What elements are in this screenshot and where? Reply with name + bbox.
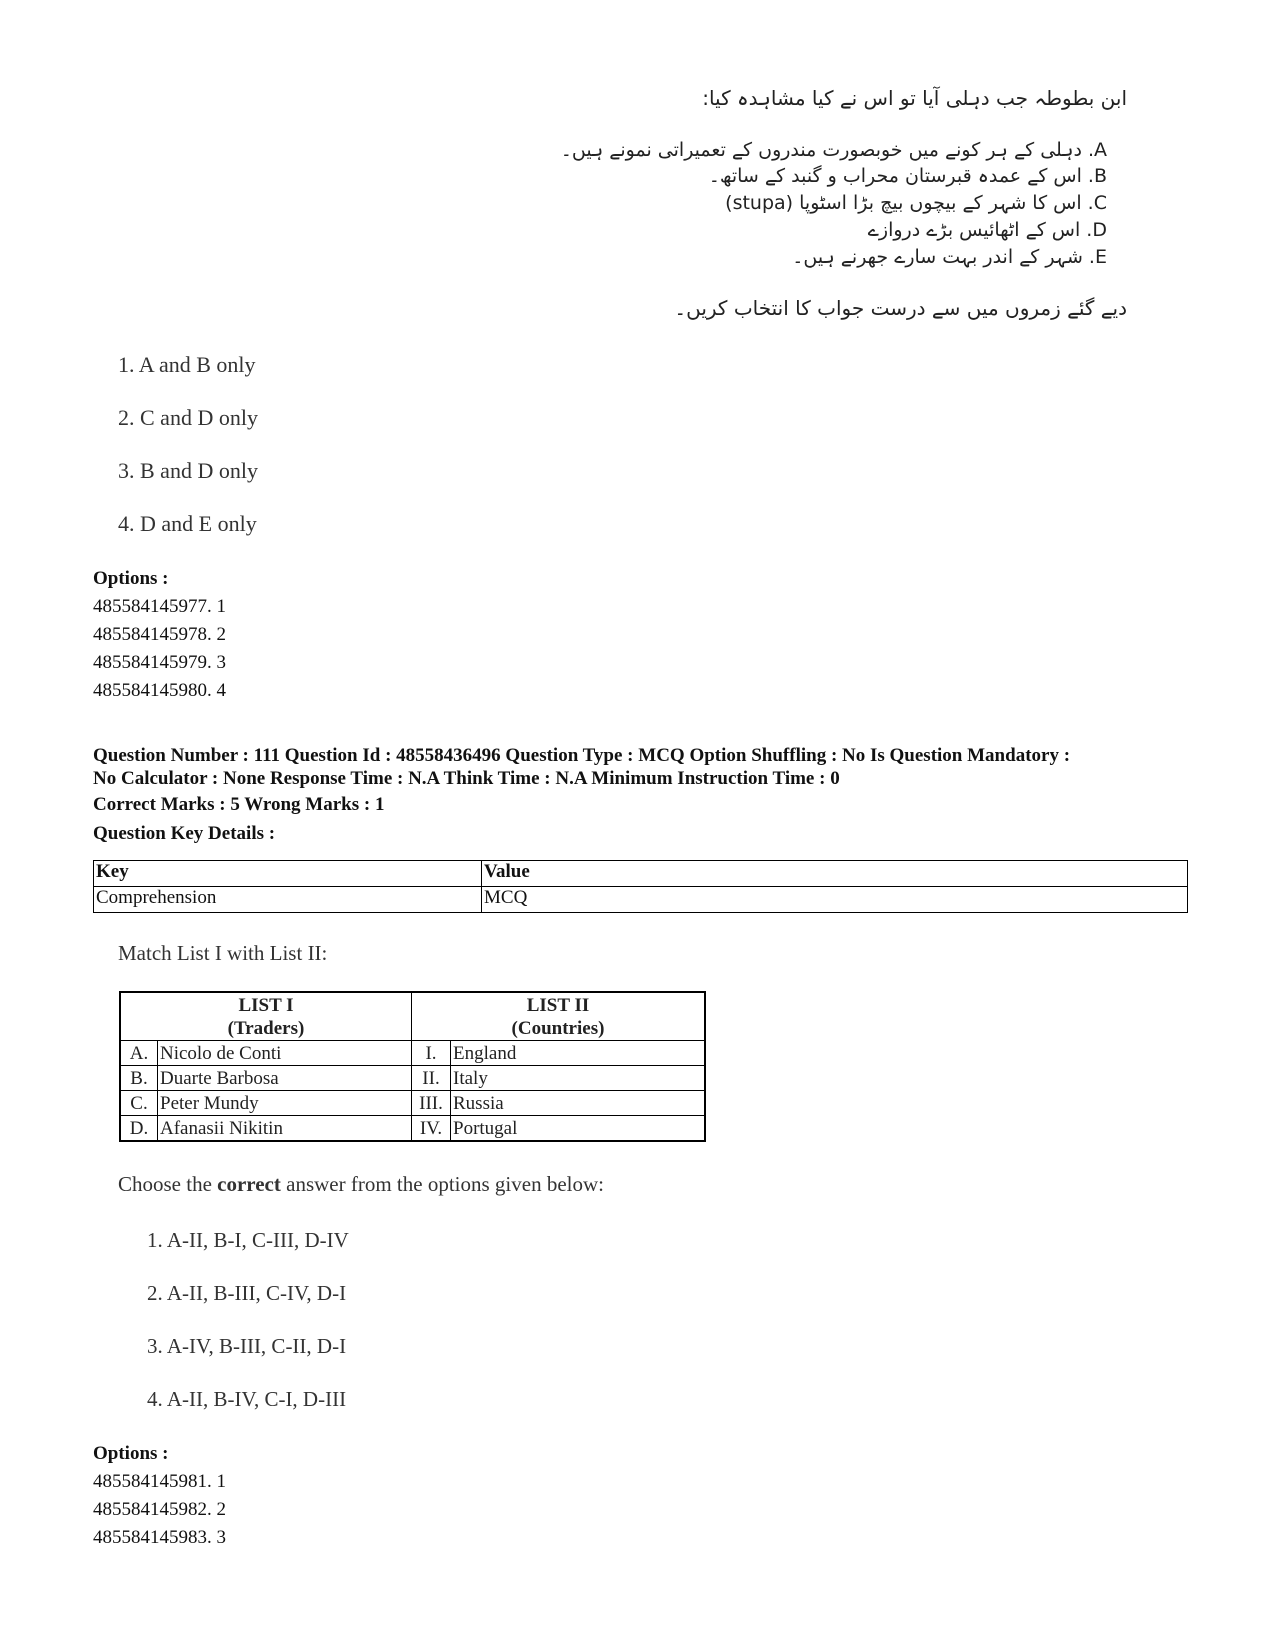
q111-choice-3: 3. A-IV, B-III, C-II, D-I [147, 1334, 347, 1358]
q111-choice-2: 2. A-II, B-III, C-IV, D-I [147, 1281, 347, 1305]
country-name: Italy [451, 1066, 706, 1091]
choose-instruction [118, 1172, 604, 1197]
list1-index: A. [120, 1041, 158, 1066]
list1-header [120, 992, 412, 1041]
choose-bold: correct [217, 1172, 281, 1196]
q110-option-3: 485584145979. 3 [93, 652, 226, 673]
statement-d: D. اس کے اٹھائیس بڑے دروازے [867, 219, 1107, 241]
match-list-table [119, 991, 706, 1142]
country-name: Russia [451, 1091, 706, 1116]
list2-index: III. [412, 1091, 451, 1116]
urdu-instruction: دیے گئے زمروں میں سے درست جواب کا انتخاب کریں۔ [674, 296, 1127, 320]
trader-name: Peter Mundy [158, 1091, 412, 1116]
list1-index: C. [120, 1091, 158, 1116]
q110-option-2: 485584145978. 2 [93, 624, 226, 645]
q110-option-1: 485584145977. 1 [93, 596, 226, 617]
q110-options [93, 593, 226, 705]
q110-choice-4: 4. D and E only [118, 511, 257, 536]
key-details-row [94, 887, 1188, 913]
choose-post: answer from the options given below: [280, 1172, 604, 1196]
statement-e: E. شہر کے اندر بہت سارے جھرنے ہیں۔ [792, 246, 1107, 268]
urdu-question: ابن بطوطہ جب دہلی آیا تو اس نے کیا مشاہدہ کیا: [702, 86, 1127, 110]
value-header: Value [482, 861, 1188, 887]
list-header-row [120, 992, 705, 1041]
list-row [120, 1066, 705, 1091]
q111-option-1: 485584145981. 1 [93, 1471, 226, 1492]
q111-options-label: Options : [93, 1443, 169, 1464]
statement-a: A. دہلی کے ہر کونے میں خوبصورت مندروں کے تعمیراتی نمونے ہیں۔ [560, 139, 1107, 161]
trader-name: Nicolo de Conti [158, 1041, 412, 1066]
q111-option-3: 485584145983. 3 [93, 1527, 226, 1548]
list-row [120, 1091, 705, 1116]
q111-key-details-label: Question Key Details : [93, 823, 276, 844]
q111-choice-4: 4. A-II, B-IV, C-I, D-III [147, 1387, 347, 1411]
q111-meta [93, 744, 1193, 790]
q111-marks: Correct Marks : 5 Wrong Marks : 1 [93, 794, 385, 815]
value-cell: MCQ [482, 887, 1188, 913]
q110-choices [118, 350, 258, 562]
key-cell: Comprehension [94, 887, 482, 913]
list2-index: II. [412, 1066, 451, 1091]
list-row [120, 1041, 705, 1066]
choose-pre: Choose the [118, 1172, 218, 1196]
match-title: Match List I with List II: [118, 941, 328, 965]
q111-choices [147, 1225, 349, 1437]
key-details-table [93, 860, 1188, 913]
country-name: Portugal [451, 1116, 706, 1142]
list2-title: LIST II [526, 995, 590, 1016]
list1-index: B. [120, 1066, 158, 1091]
q111-choice-1: 1. A-II, B-I, C-III, D-IV [147, 1228, 349, 1252]
key-details-header-row [94, 861, 1188, 887]
list2-index: I. [412, 1041, 451, 1066]
list2-subtitle: (Countries) [511, 1018, 605, 1039]
q111-options [93, 1468, 226, 1552]
list1-title: LIST I [238, 995, 294, 1016]
q110-choice-2: 2. C and D only [118, 405, 258, 430]
statement-b: B. اس کے عمدہ قبرستان محراب و گنبد کے ساتھ۔ [708, 165, 1107, 187]
statement-c: C. اس کا شہر کے بیچوں بیچ بڑا اسٹوپا (stupa) [725, 192, 1107, 214]
q110-option-4: 485584145980. 4 [93, 680, 226, 701]
key-header: Key [94, 861, 482, 887]
q110-choice-1: 1. A and B only [118, 352, 256, 377]
trader-name: Afanasii Nikitin [158, 1116, 412, 1142]
q111-option-2: 485584145982. 2 [93, 1499, 226, 1520]
list1-subtitle: (Traders) [227, 1018, 305, 1039]
q111-meta-line2: No Calculator : None Response Time : N.A Think Time : N.A Minimum Instruction Time : 0 [93, 768, 840, 789]
list2-index: IV. [412, 1116, 451, 1142]
trader-name: Duarte Barbosa [158, 1066, 412, 1091]
list-row [120, 1116, 705, 1142]
q110-options-label: Options : [93, 568, 169, 589]
country-name: England [451, 1041, 706, 1066]
q111-meta-line1: Question Number : 111 Question Id : 48558436496 Question Type : MCQ Option Shuffling : No Is Question Mandatory : [93, 745, 1071, 766]
list1-index: D. [120, 1116, 158, 1142]
list2-header [412, 992, 706, 1041]
q110-choice-3: 3. B and D only [118, 458, 258, 483]
